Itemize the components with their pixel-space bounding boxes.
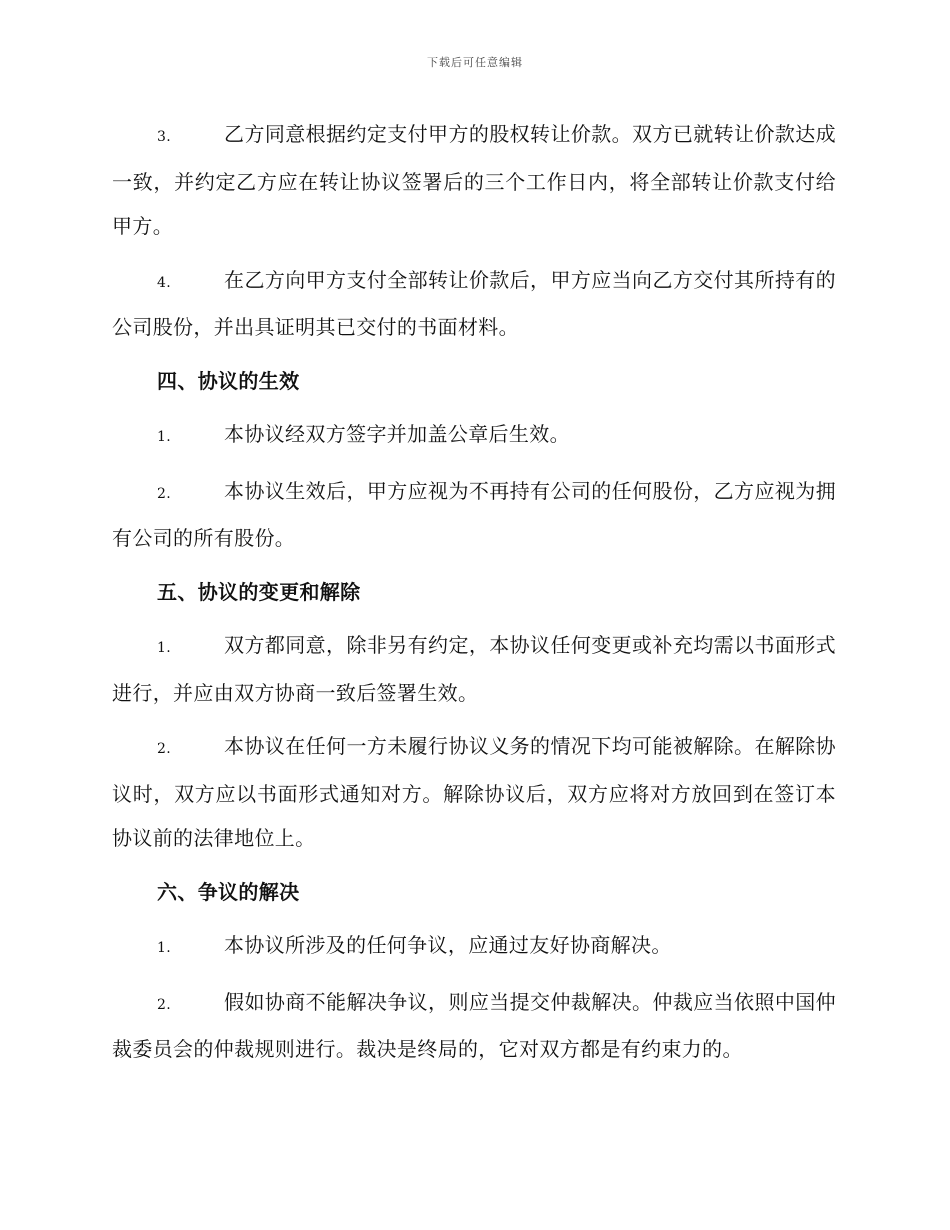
clause-number: 4. [157,274,172,291]
clause-number: 3. [157,129,172,145]
clause-number: 2. [157,485,172,502]
clause-text: 双方都同意，除非另有约定，本协议任何变更或补充均需以书面形式进行，并应由双方协商一致后签署生效。 [112,633,836,705]
clause-number: 1. [157,640,172,656]
clause-amendment-1 [112,623,836,715]
clause-number: 1. [157,429,172,445]
clause-dispute-1 [112,923,836,971]
header-note: 下载后可任意编辑 [427,56,523,69]
section-heading-dispute: 六、争议的解决 [157,879,300,904]
clause-text: 本协议经双方签字并加盖公章后生效。 [224,422,570,446]
clause-text: 假如协商不能解决争议，则应当提交仲裁解决。仲裁应当依照中国仲裁委员会的仲裁规则进行。裁决是终局的，它对双方都是有约束力的。 [112,989,836,1061]
clause-text: 在乙方向甲方支付全部转让价款后，甲方应当向乙方交付其所持有的公司股份，并出具证明其已交付的书面材料。 [112,267,836,339]
clause-text: 本协议生效后，甲方应视为不再持有公司的任何股份，乙方应视为拥有公司的所有股份。 [112,478,836,550]
clause-dispute-2 [112,980,836,1072]
section-heading-amendment: 五、协议的变更和解除 [157,579,361,604]
clause-number: 2. [157,996,172,1013]
clause-text: 乙方同意根据约定支付甲方的股权转让价款。双方已就转让价款达成一致，并约定乙方应在转让协议签署后的三个工作日内，将全部转让价款支付给甲方。 [112,122,836,238]
clause-text: 本协议在任何一方未履行协议义务的情况下均可能被解除。在解除协议时，双方应以书面形式通知对方。解除协议后，双方应将对方放回到在签订本协议前的法律地位上。 [112,734,836,850]
clause-3-transfer-payment [112,112,836,249]
clause-effectiveness-1 [112,412,836,460]
clause-text: 本协议所涉及的任何争议，应通过友好协商解决。 [224,933,672,957]
section-heading-effectiveness: 四、协议的生效 [157,368,300,393]
clause-number: 1. [157,940,172,956]
document-body [112,112,836,1081]
clause-4-share-delivery [112,258,836,350]
clause-number: 2. [157,741,172,757]
clause-amendment-2 [112,724,836,861]
clause-effectiveness-2 [112,469,836,561]
